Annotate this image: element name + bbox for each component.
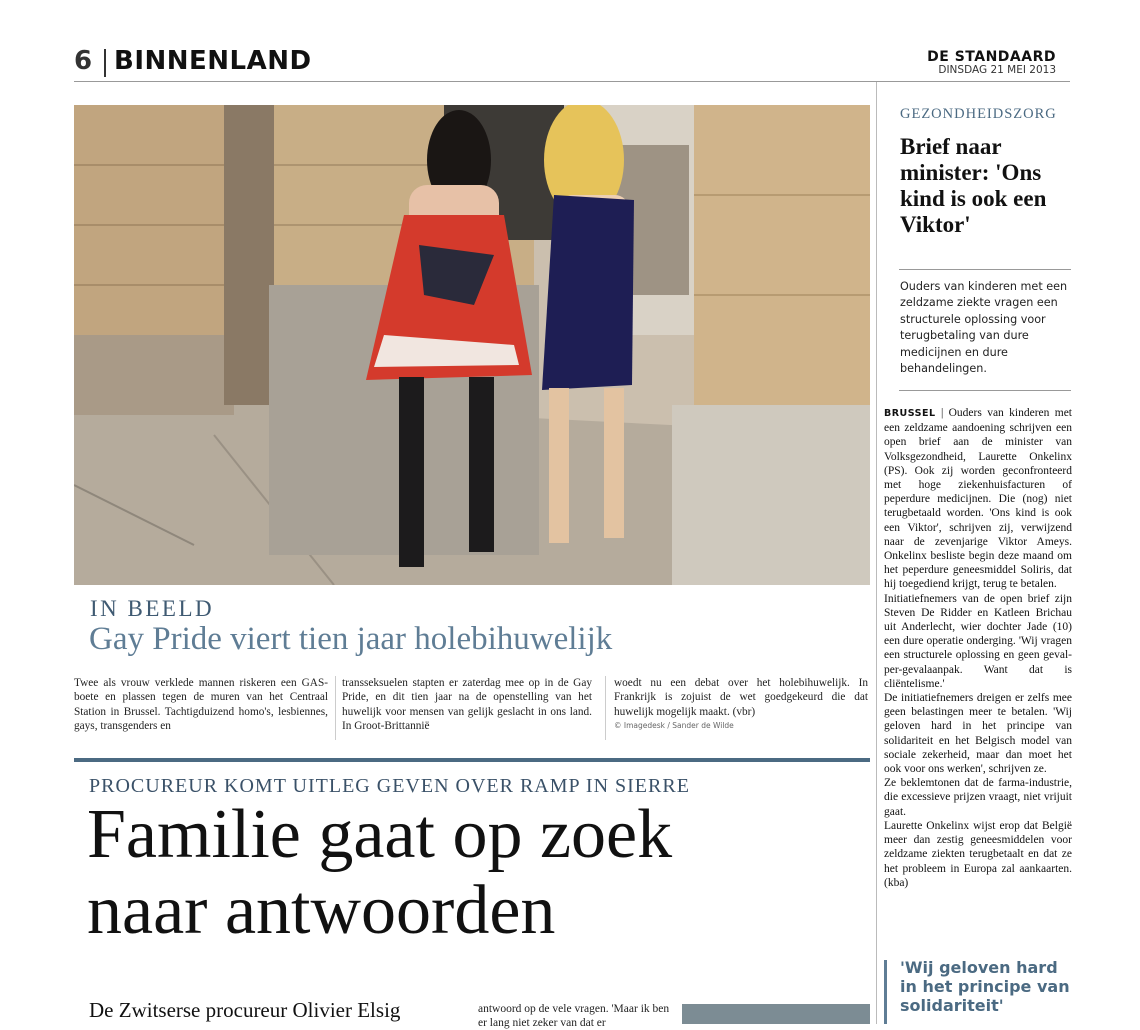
caption-divider (335, 676, 336, 740)
sidebar-kicker: GEZONDHEIDSZORG (900, 106, 1057, 122)
masthead-rule (74, 81, 1070, 82)
sidebar-paragraph: De initiatiefnemers dreigen er zelfs mee geen belastingen meer te betalen. 'Wij geloven hard in het principe van solidariteit en het Belgisch model van sociale zekerheid, maar dan moet het ook voor ons werken', schrijven ze. (884, 692, 1072, 776)
sidebar-headline: Brief naar minister: 'Ons kind is ook een Viktor' (900, 134, 1047, 237)
sidebar-body (884, 406, 1072, 890)
newspaper-name: DE STANDAARD (927, 49, 1056, 65)
sidebar-paragraph (884, 406, 1072, 592)
photo-caption-col3: woedt nu een debat over het holebihuwelijk. In Frankrijk is zojuist de wet goedgekeurd die dat huwelijk mogelijk maakt. (vbr) (614, 677, 868, 718)
headline-line: Familie gaat op zoek (87, 796, 673, 873)
sidebar-paragraph: Ze beklemtonen dat de farma-industrie, die excessieve prijzen vraagt, niet vrijuit gaat. (884, 777, 1072, 818)
photo-caption-col2: transseksuelen stapten er zaterdag mee op in de Gay Pride, en dit tien jaar na de openstelling van het huwelijk voor mensen van gelijk geslacht in ons land. In Groot-Brittannië (342, 677, 592, 733)
photo-credit: © Imagedesk / Sander de Wilde (614, 721, 734, 730)
article-lede: De Zwitserse procureur Olivier Elsig (89, 998, 401, 1022)
photo-kicker: IN BEELD (90, 596, 215, 621)
photo-headline: Gay Pride viert tien jaar holebihuwelijk (89, 621, 613, 657)
article-headline (87, 797, 867, 949)
article-thumbnail (682, 1004, 870, 1024)
quote-bar (884, 960, 887, 1024)
section-divider (104, 49, 106, 77)
sidebar-rule (899, 269, 1071, 270)
sidebar-paragraph: Laurette Onkelinx wijst erop dat België meer dan zestig geneesmiddelen voor zeldzame ziekten terugbetaalt en dat ze het probleem in Europa zal aankaarten. (kba) (884, 819, 1072, 889)
news-photo (74, 105, 870, 585)
page-number: 6 (74, 46, 93, 76)
article-kicker: PROCUREUR KOMT UITLEG GEVEN OVER RAMP IN SIERRE (89, 775, 690, 797)
pull-quote: 'Wij geloven hard in het principe van solidariteit' (900, 958, 1070, 1015)
headline-line: naar antwoorden (87, 872, 556, 949)
section-title: BINNENLAND (114, 46, 312, 76)
photo-caption-col1: Twee als vrouw verklede mannen riskeren een GAS-boete en plassen tegen de muren van het Centraal Station in Brussel. Tachtigduizend homo's, lesbiennes, gays, transgenders en (74, 677, 328, 733)
issue-date: DINSDAG 21 MEI 2013 (938, 64, 1056, 76)
caption-divider (605, 676, 606, 740)
dateline: BRUSSEL (884, 408, 936, 419)
column-rule (876, 82, 877, 1024)
sidebar-paragraph: Initiatiefnemers van de open brief zijn Steven De Ridder en Katleen Brichau uit Anderlecht, wier dochter Jade (10) een dure operatie onderging. 'Wij vragen een structurele oplossing en geen geval-per-gevalaanpak. Want dat is cliëntelisme.' (884, 592, 1072, 690)
article-divider (74, 758, 870, 762)
article-body-col2: antwoord op de vele vragen. 'Maar ik ben er lang niet zeker van dat er (478, 1003, 670, 1029)
sidebar-paragraph-text: | Ouders van kinderen met een zeldzame aandoening schrijven een open brief aan de minister van Volksgezondheid, Laurette Onkelinx (PS). Ook zij worden geconfronteerd met hoge ziekenhuisfacturen of peperdure medicijnen. Die (nog) niet terugbetaald worden. 'Ons kind is ook een Viktor', schrijven zij, verwijzend naar de zevenjarige Viktor Ameys. Onkelinx besliste begin deze maand om het peperdure geneesmiddel Soliris, dat hij toegediend krijgt, terug te betalen. (884, 407, 1073, 591)
sidebar-rule (899, 390, 1071, 391)
sidebar-intro: Ouders van kinderen met een zeldzame ziekte vragen een structurele oplossing voor terugbetaling van dure medicijnen en dure behandelingen. (900, 280, 1068, 376)
